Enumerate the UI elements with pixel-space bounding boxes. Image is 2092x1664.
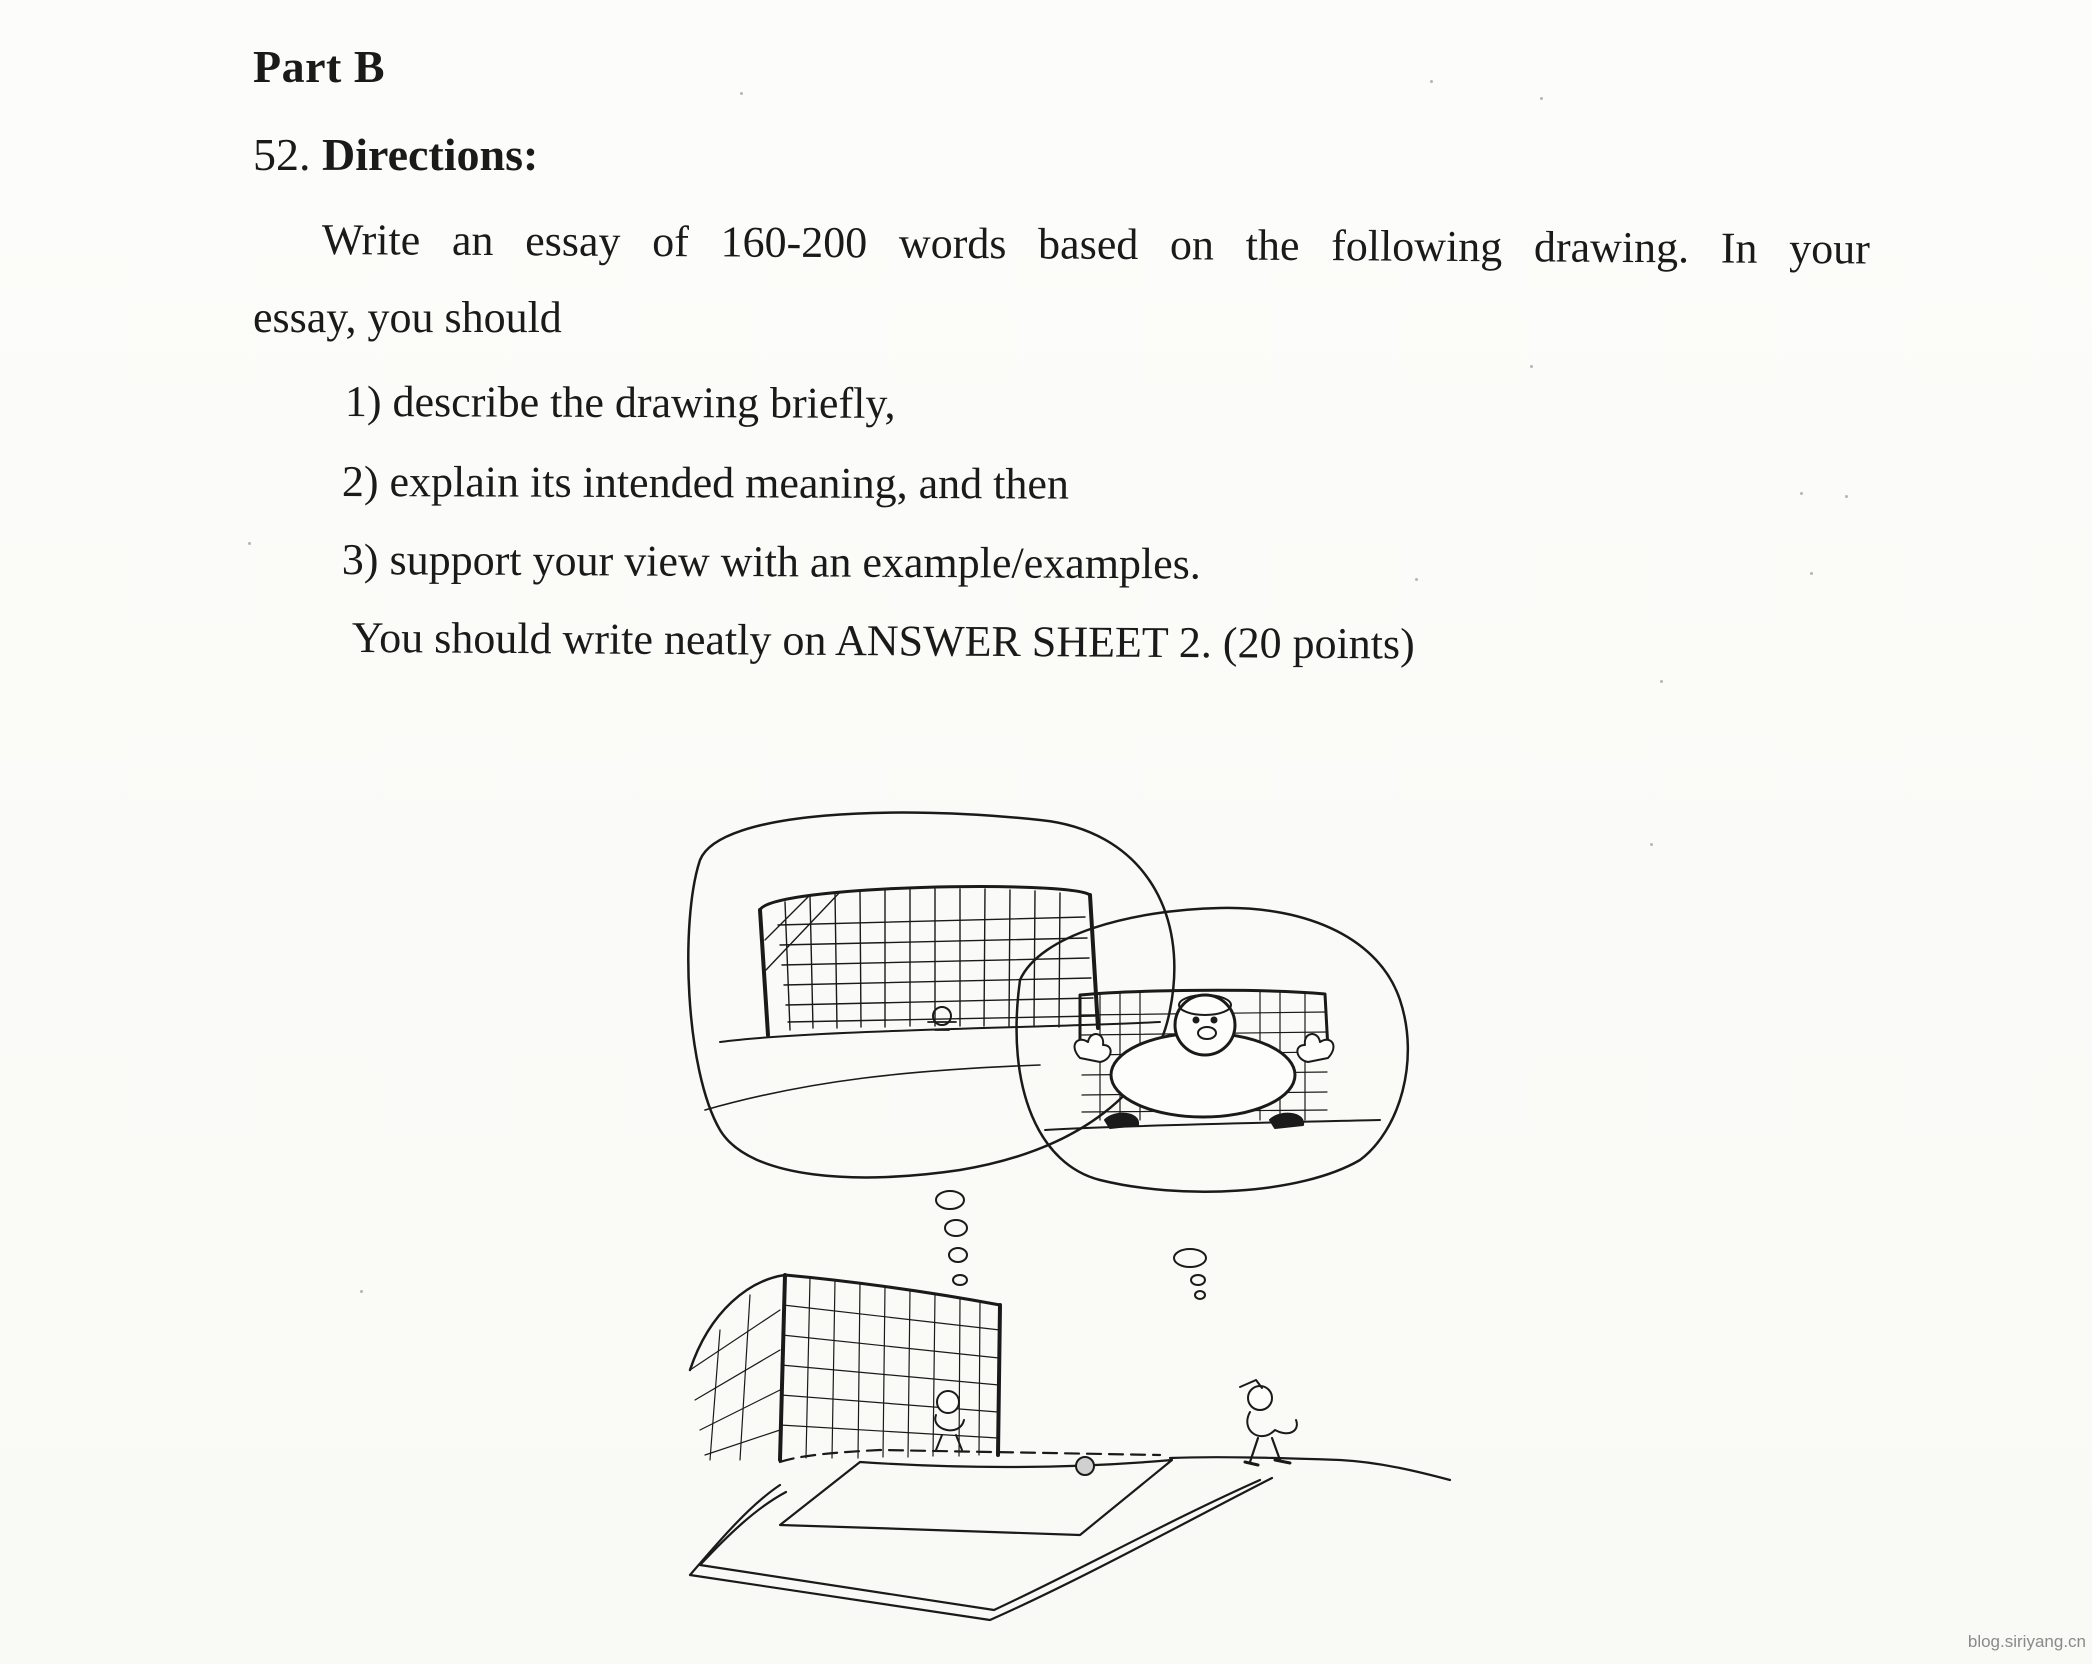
watermark: blog.siriyang.cn	[1967, 1632, 2086, 1651]
scan-speck	[1810, 572, 1813, 575]
scan-speck	[1530, 365, 1533, 368]
instruction-item-1: 1) describe the drawing briefly,	[344, 377, 896, 428]
scan-speck	[1800, 492, 1803, 495]
scan-speck	[1845, 495, 1848, 498]
right-thought-bubble	[1017, 908, 1408, 1192]
scan-speck	[740, 92, 743, 95]
instruction-item-2: 2) explain its intended meaning, and then	[341, 457, 1070, 509]
answer-sheet-note: You should write neatly on ANSWER SHEET 2. (20 points)	[351, 613, 1415, 669]
large-thought-bubble	[688, 813, 1174, 1178]
part-heading: Part B	[253, 41, 386, 92]
instruction-item-3: 3) support your view with an example/examples.	[341, 535, 1201, 589]
scan-speck	[1540, 97, 1543, 100]
directions-label: Directions:	[322, 129, 539, 180]
thought-dots-left	[936, 1191, 967, 1285]
scan-speck	[1415, 578, 1418, 581]
penalty-area	[690, 1450, 1450, 1620]
kicker-player	[1076, 1380, 1297, 1475]
scan-speck	[248, 542, 251, 545]
question-directions	[253, 128, 538, 181]
scan-speck	[1660, 680, 1663, 683]
scan-speck	[360, 1290, 363, 1293]
instruction-line-2: essay, you should	[253, 293, 562, 342]
instruction-line-1: Write an essay of 160-200 words based on the following drawing. In your	[321, 215, 1870, 274]
thought-dots-right	[1174, 1249, 1206, 1299]
soccer-goalkeeper-cartoon-icon	[660, 790, 1540, 1640]
scan-speck	[1430, 80, 1433, 83]
scan-speck	[1650, 843, 1653, 846]
question-number: 52.	[253, 129, 311, 180]
real-goal	[690, 1275, 1000, 1460]
